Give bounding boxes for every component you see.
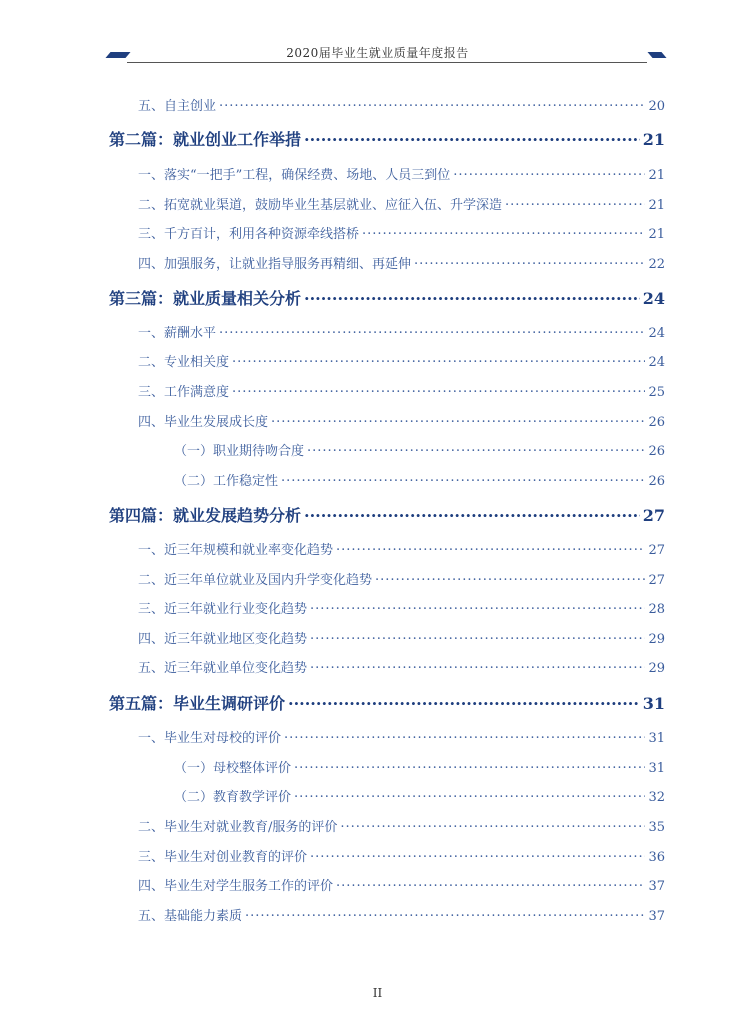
toc-entry[interactable] (138, 95, 665, 114)
toc-entry-page: 35 (648, 820, 665, 835)
toc-entry-page: 24 (648, 326, 665, 341)
toc-entry-label: 二、专业相关度 (138, 355, 230, 370)
toc-entry[interactable] (138, 657, 665, 676)
toc-chapter-entry[interactable] (109, 503, 665, 526)
toc-chapter-entry[interactable] (109, 127, 665, 150)
dot-leader (219, 324, 645, 337)
toc-entry[interactable] (138, 194, 665, 213)
toc-entry-label: （二）教育教学评价 (174, 790, 292, 805)
dot-leader (281, 472, 645, 485)
toc-entry-page: 21 (648, 227, 665, 242)
toc-entry-page: 20 (648, 99, 665, 114)
dot-leader (362, 225, 645, 238)
toc-entry-page: 32 (648, 790, 665, 805)
toc-entry-label: 第三篇：就业质量相关分析 (109, 289, 302, 308)
toc-entry-label: 四、加强服务，让就业指导服务再精细、再延伸 (138, 257, 412, 272)
toc-entry[interactable] (174, 470, 665, 489)
dot-leader (232, 353, 645, 366)
dot-leader (336, 877, 645, 890)
toc-entry-page: 24 (642, 289, 665, 308)
dot-leader (304, 505, 640, 521)
toc-entry-label: 第五篇：毕业生调研评价 (109, 694, 286, 713)
toc-entry-page: 21 (642, 130, 665, 149)
toc-entry[interactable] (138, 411, 665, 430)
toc-entry-label: （二）工作稳定性 (174, 474, 279, 489)
dot-leader (304, 288, 640, 304)
page-number: II (372, 986, 383, 1000)
dot-leader (310, 600, 645, 613)
toc-entry[interactable] (138, 381, 665, 400)
toc-entry-label: 四、近三年就业地区变化趋势 (138, 632, 308, 647)
toc-entry[interactable] (138, 253, 665, 272)
toc-entry[interactable] (138, 539, 665, 558)
toc-entry[interactable] (138, 569, 665, 588)
toc-entry-label: 第四篇：就业发展趋势分析 (109, 506, 302, 525)
dot-leader (505, 196, 645, 209)
toc-entry-page: 22 (648, 257, 665, 272)
toc-entry-page: 21 (648, 168, 665, 183)
toc-entry[interactable] (138, 223, 665, 242)
toc-entry-page: 37 (648, 879, 665, 894)
toc-entry[interactable] (138, 351, 665, 370)
toc-entry[interactable] (138, 846, 665, 865)
toc-chapter-entry[interactable] (109, 691, 665, 714)
toc-entry[interactable] (138, 322, 665, 341)
toc-entry-page: 31 (642, 694, 665, 713)
toc-entry[interactable] (138, 628, 665, 647)
toc-entry-label: 第二篇：就业创业工作举措 (109, 130, 302, 149)
dot-leader (340, 818, 645, 831)
dot-leader (453, 166, 645, 179)
toc-entry-page: 24 (648, 355, 665, 370)
dot-leader (336, 541, 645, 554)
dot-leader (245, 907, 645, 920)
dot-leader (307, 442, 645, 455)
toc-entry-page: 29 (648, 661, 665, 676)
toc-entry[interactable] (138, 816, 665, 835)
dot-leader (375, 571, 645, 584)
page-header (0, 0, 755, 80)
toc-entry-label: （一）职业期待吻合度 (174, 444, 305, 459)
dot-leader (310, 659, 645, 672)
toc-entry-page: 36 (648, 850, 665, 865)
toc-entry-label: 五、基础能力素质 (138, 909, 243, 924)
toc-entry-page: 26 (648, 474, 665, 489)
toc-entry-label: 三、工作满意度 (138, 385, 230, 400)
toc-entry[interactable] (138, 875, 665, 894)
toc-entry[interactable] (174, 440, 665, 459)
toc-entry-page: 25 (648, 385, 665, 400)
toc-entry[interactable] (138, 598, 665, 617)
toc-entry-label: 五、自主创业 (138, 99, 217, 114)
toc-entry-label: 二、拓宽就业渠道，鼓励毕业生基层就业、应征入伍、升学深造 (138, 198, 503, 213)
dot-leader (310, 630, 645, 643)
toc-entry-page: 21 (648, 198, 665, 213)
toc-entry-label: 二、毕业生对就业教育/服务的评价 (138, 820, 338, 835)
toc-entry-label: 四、毕业生对学生服务工作的评价 (138, 879, 334, 894)
dot-leader (288, 693, 640, 709)
toc-entry-page: 27 (648, 573, 665, 588)
toc-entry[interactable] (138, 164, 665, 183)
dot-leader (271, 413, 645, 426)
toc-entry-page: 27 (648, 543, 665, 558)
toc-entry-page: 26 (648, 444, 665, 459)
toc-entry-label: （一）母校整体评价 (174, 761, 292, 776)
toc-entry-label: 三、毕业生对创业教育的评价 (138, 850, 308, 865)
toc-entry-label: 一、近三年规模和就业率变化趋势 (138, 543, 334, 558)
toc-entry-page: 31 (648, 761, 665, 776)
dot-leader (284, 729, 645, 742)
toc-entry-page: 27 (642, 506, 665, 525)
toc-entry-page: 28 (648, 602, 665, 617)
dot-leader (414, 255, 645, 268)
dot-leader (294, 759, 645, 772)
toc-entry-label: 四、毕业生发展成长度 (138, 415, 269, 430)
dot-leader (219, 97, 645, 110)
header-title: 2020届毕业生就业质量年度报告 (286, 46, 469, 60)
toc-entry-page: 29 (648, 632, 665, 647)
dot-leader (304, 129, 640, 145)
toc-entry-page: 31 (648, 731, 665, 746)
toc-entry[interactable] (138, 905, 665, 924)
dot-leader (294, 788, 645, 801)
toc-entry[interactable] (174, 757, 665, 776)
toc-entry-label: 一、落实“一把手”工程，确保经费、场地、人员三到位 (138, 168, 451, 183)
toc-entry-page: 26 (648, 415, 665, 430)
header-rule (127, 62, 647, 63)
toc-entry-label: 三、近三年就业行业变化趋势 (138, 602, 308, 617)
toc-entry-page: 37 (648, 909, 665, 924)
toc-entry-label: 三、千方百计，利用各种资源牵线搭桥 (138, 227, 360, 242)
toc-entry-label: 一、薪酬水平 (138, 326, 217, 341)
toc-entry[interactable] (138, 727, 665, 746)
toc-chapter-entry[interactable] (109, 286, 665, 309)
toc-entry[interactable] (174, 786, 665, 805)
toc-entry-label: 二、近三年单位就业及国内升学变化趋势 (138, 573, 373, 588)
dot-leader (310, 848, 645, 861)
dot-leader (232, 383, 645, 396)
toc-entry-label: 五、近三年就业单位变化趋势 (138, 661, 308, 676)
toc-entry-label: 一、毕业生对母校的评价 (138, 731, 282, 746)
